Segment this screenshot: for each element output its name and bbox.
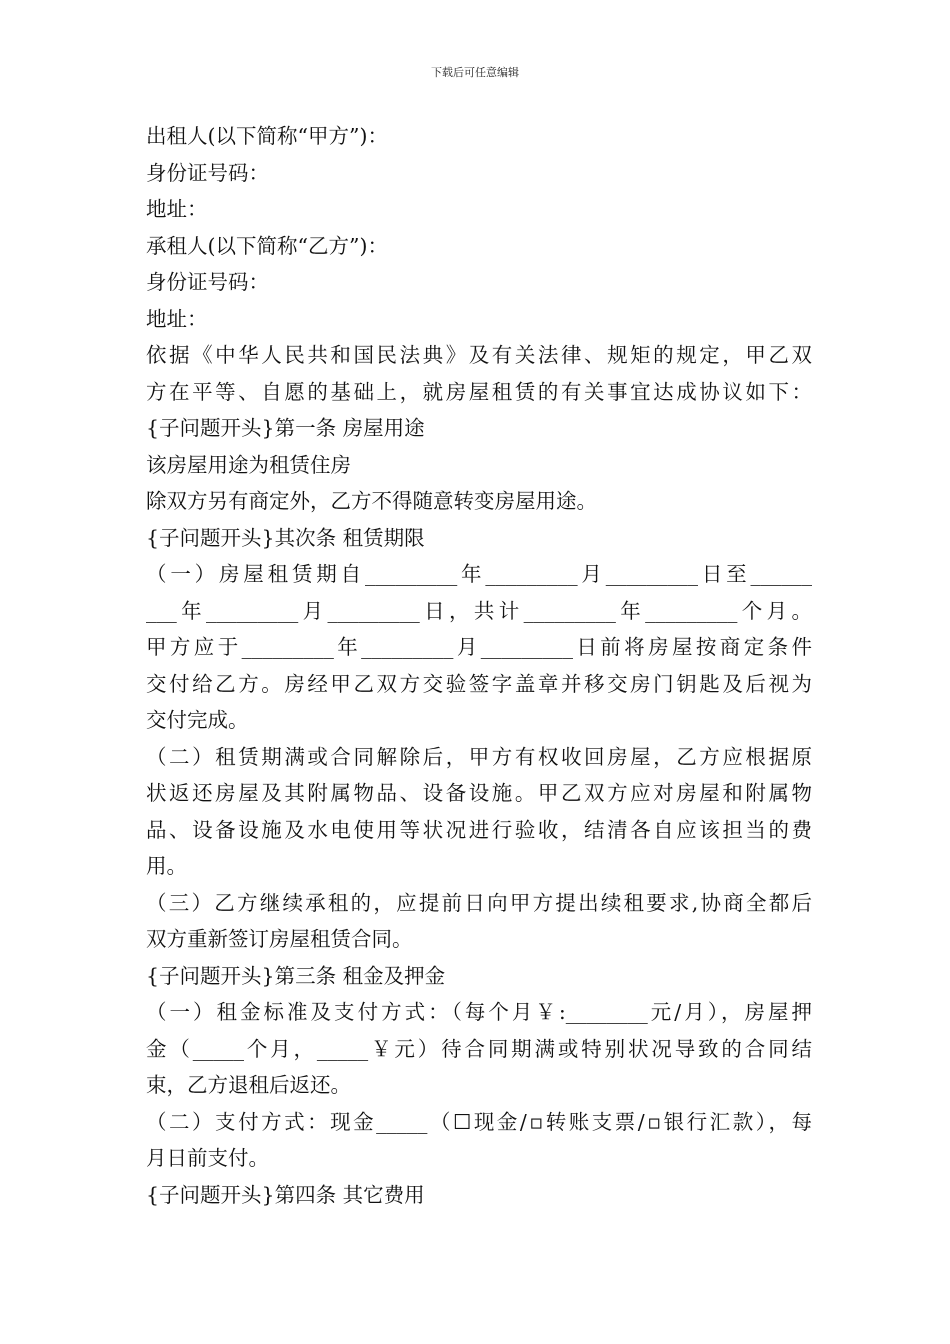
paragraph-line: 甲方应于_________年_________月_________日前将房屋按商定条件 [146, 635, 812, 659]
lessee-id-line: 身份证号码： [146, 270, 269, 294]
document-body [146, 118, 812, 1213]
paragraph-line: 金（_____个月，_____￥元）待合同期满或特别状况导致的合同结 [146, 1036, 812, 1061]
paragraph-line: 状返还房屋及其附属物品、设备设施。甲乙双方应对房屋和附属物 [146, 781, 812, 805]
paragraph-line: 双方重新签订房屋租赁合同。 [146, 927, 413, 951]
paragraph-line: 交付给乙方。房经甲乙双方交验签字盖章并移交房门钥匙及后视为 [146, 671, 812, 696]
paragraph-line: 该房屋用途为租赁住房 [146, 452, 351, 477]
section-heading: {子问题开头}其次条 租赁期限 [146, 525, 425, 550]
preamble-line: 依据《中华人民共和国民法典》及有关法律、规矩的规定，甲乙双 [146, 343, 812, 367]
lessee-line: 承租人(以下简称“乙方”)： [146, 233, 388, 258]
lessee-address-line: 地址： [146, 306, 208, 331]
paragraph-line: 交付完成。 [146, 708, 249, 732]
paragraph-line: 除双方另有商定外，乙方不得随意转变房屋用途。 [146, 489, 597, 513]
lessor-id-line: 身份证号码： [146, 160, 269, 185]
lessor-line: 出租人(以下简称“甲方”)： [146, 124, 388, 148]
paragraph-line: 品、设备设施及水电使用等状况进行验收，结清各自应该担当的费 [146, 817, 812, 842]
lessor-address-line: 地址： [146, 197, 208, 221]
paragraph-line: 束，乙方退租后返还。 [146, 1073, 351, 1097]
paragraph-line: 用。 [146, 854, 187, 878]
section-heading: {子问题开头}第三条 租金及押金 [146, 963, 446, 988]
paragraph-line: （二）支付方式：现金_____（☐现金/▫转账支票/▫银行汇款），每 [146, 1109, 812, 1134]
paragraph-line: ___年_________月_________日，共计_________年_________个月。 [146, 598, 812, 623]
section-heading: {子问题开头}第四条 其它费用 [146, 1182, 425, 1207]
paragraph-line: 月日前支付。 [146, 1146, 269, 1170]
section-heading: {子问题开头}第一条 房屋用途 [146, 416, 425, 440]
paragraph-line: （二）租赁期满或合同解除后，甲方有权收回房屋，乙方应根据原 [146, 744, 812, 769]
preamble-line: 方在平等、自愿的基础上，就房屋租赁的有关事宜达成协议如下： [146, 379, 812, 404]
page-header: 下载后可任意编辑 [431, 66, 519, 79]
paragraph-line: （一）租金标准及支付方式：（每个月￥:________元/月），房屋押 [146, 1000, 812, 1024]
paragraph-line: （一）房屋租赁期自_________年_________月_________日至______ [146, 562, 812, 586]
paragraph-line: （三）乙方继续承租的，应提前日向甲方提出续租要求,协商全都后 [146, 890, 812, 915]
